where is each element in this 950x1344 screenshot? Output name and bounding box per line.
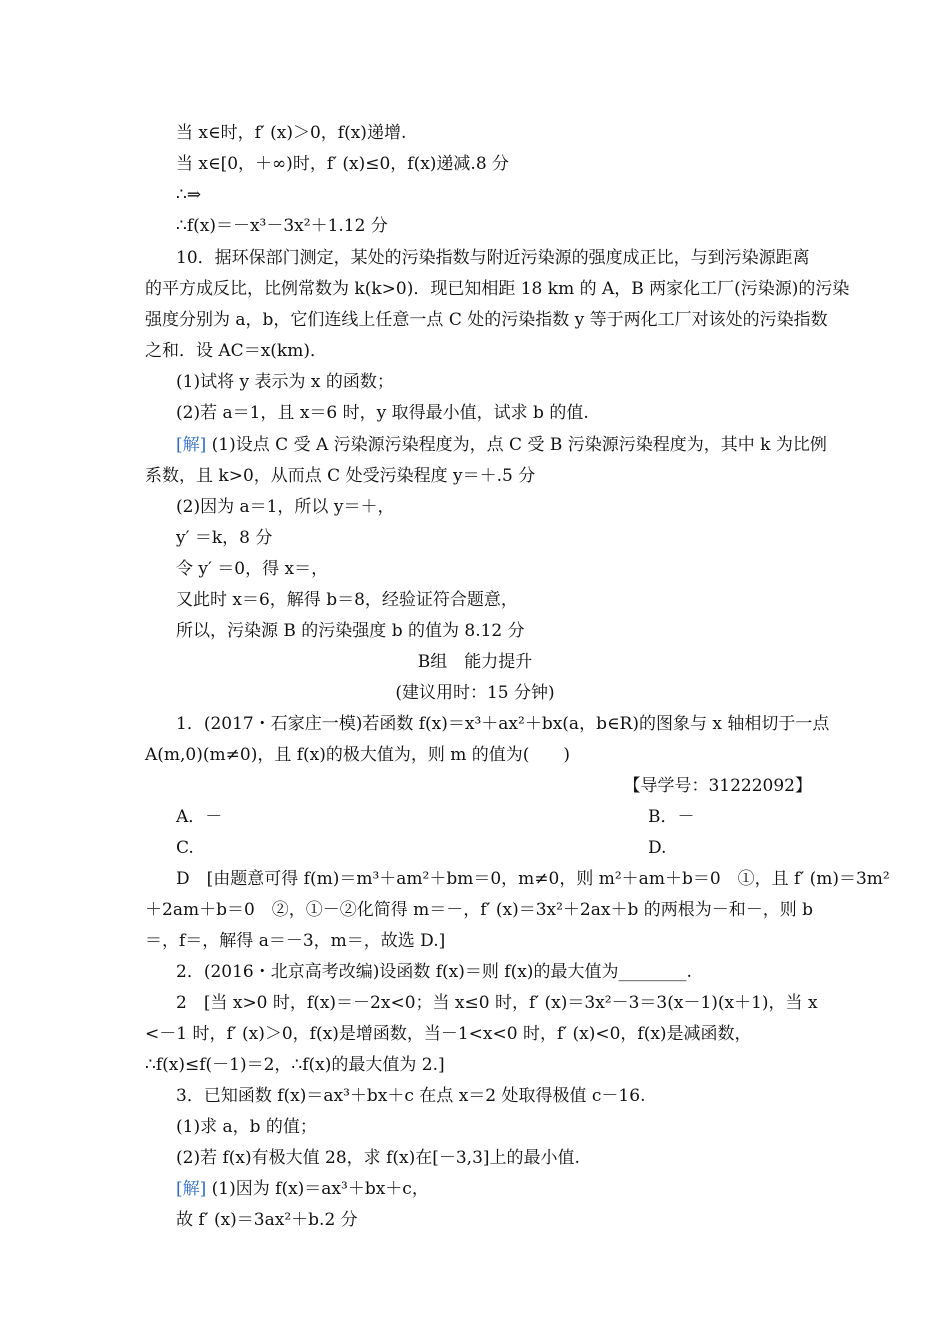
section-heading: B组 能力提升	[417, 652, 533, 672]
text-line: ∴f(x)≤f(－1)＝2，∴f(x)的最大值为 2.]	[145, 1055, 445, 1075]
solution-line	[176, 430, 827, 460]
text-line: 当 x∈[0，＋∞)时，f′ (x)≤0，f(x)递减.8 分	[176, 154, 510, 174]
guide-number: 【导学号：31222092】	[623, 776, 812, 796]
text-line: (1)求 a，b 的值；	[176, 1117, 317, 1137]
options-row	[176, 833, 812, 863]
option-a: A．－	[176, 807, 223, 827]
option-b: B．－	[648, 807, 695, 827]
text-line: y′ ＝k，8 分	[176, 528, 273, 548]
text-line: 之和．设 AC＝x(km)．	[145, 341, 327, 361]
text-line: 故 f′ (x)＝3ax²＋b.2 分	[176, 1210, 358, 1230]
text-line: ＋2am＋b＝0 ②，①－②化简得 m＝－，f′ (x)＝3x²＋2ax＋b 的两根为－和－，则 b	[145, 900, 814, 920]
solution-line	[176, 1174, 812, 1204]
text-line: 的平方成反比，比例常数为 k(k>0)．现已知相距 18 km 的 A，B 两家化工厂(污染源)的污染	[145, 279, 850, 299]
text-line: (2)若 a＝1，且 x＝6 时，y 取得最小值，试求 b 的值.	[176, 403, 589, 423]
problem-1-text: 1．(2017・石家庄一模)若函数 f(x)＝x³＋ax²＋bx(a，b∈R)的图象与 x 轴相切于一点	[176, 714, 830, 734]
text-line: ＝，f＝，解得 a＝－3，m＝，故选 D.]	[145, 931, 446, 951]
solution-tag: [解]	[176, 1179, 207, 1199]
answer-line: D [由题意可得 f(m)＝m³＋am²＋bm＝0，m≠0，则 m²＋am＋b＝0 ①，且 f′ (m)＝3m²	[176, 869, 890, 889]
problem-10-text: 10．据环保部门测定，某处的污染指数与附近污染源的强度成正比，与到污染源距离	[176, 248, 810, 268]
solution-text: (1)因为 f(x)＝ax³＋bx＋c，	[211, 1179, 429, 1199]
solution-text: (1)设点 C 受 A 污染源污染程度为，点 C 受 B 污染源污染程度为，其中 k 为比例	[211, 435, 827, 455]
answer-line: 2 [当 x>0 时，f(x)＝－2x<0；当 x≤0 时，f′ (x)＝3x²－3＝3(x－1)(x＋1)，当 x	[176, 993, 818, 1013]
text-line: 又此时 x＝6，解得 b＝8，经验证符合题意，	[176, 590, 518, 610]
text-line: 强度分别为 a，b，它们连线上任意一点 C 处的污染指数 y 等于两化工厂对该处的污染指数	[145, 310, 828, 330]
section-subheading: (建议用时：15 分钟)	[395, 683, 555, 703]
solution-tag: [解]	[176, 435, 207, 455]
text-line: 所以，污染源 B 的污染强度 b 的值为 8.12 分	[176, 621, 525, 641]
problem-2-text: 2．(2016・北京高考改编)设函数 f(x)＝则 f(x)的最大值为________.	[176, 962, 692, 982]
option-c: C.	[176, 838, 194, 858]
text-line: (2)若 f(x)有极大值 28，求 f(x)在[－3,3]上的最小值.	[176, 1148, 580, 1168]
text-line: <－1 时，f′ (x)＞0，f(x)是增函数，当－1<x<0 时，f′ (x)<0，f(x)是减函数，	[145, 1024, 752, 1044]
text-line: 当 x∈时，f′ (x)＞0，f(x)递增.	[176, 123, 407, 143]
options-row	[176, 802, 812, 832]
option-d: D.	[648, 838, 667, 858]
text-line: (1)试将 y 表示为 x 的函数；	[176, 372, 394, 392]
text-line: 系数，且 k>0，从而点 C 处受污染程度 y＝＋.5 分	[145, 466, 536, 486]
text-line: ∴⇒	[176, 185, 202, 205]
text-line: ∴f(x)＝－x³－3x²＋1.12 分	[176, 216, 388, 236]
text-line: A(m,0)(m≠0)，且 f(x)的极大值为，则 m 的值为( )	[145, 745, 571, 765]
problem-3-text: 3．已知函数 f(x)＝ax³＋bx＋c 在点 x＝2 处取得极值 c－16.	[176, 1086, 646, 1106]
text-line: (2)因为 a＝1，所以 y＝＋，	[176, 497, 395, 517]
text-line: 令 y′ ＝0，得 x＝，	[176, 559, 329, 579]
